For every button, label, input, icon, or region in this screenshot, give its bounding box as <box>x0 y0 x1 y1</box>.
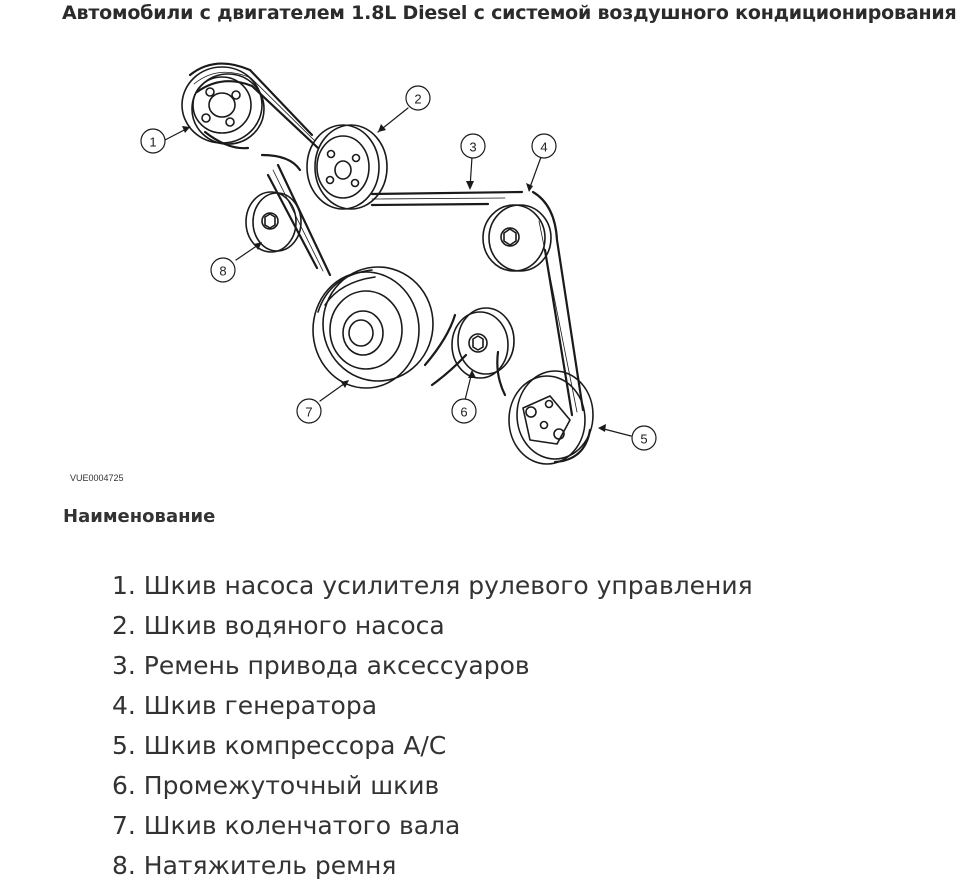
alternator-pulley <box>483 205 551 271</box>
parts-list <box>112 566 753 886</box>
water-pump-pulley <box>307 125 387 209</box>
callout-8: 8 <box>219 263 227 279</box>
list-item: 7. Шкив коленчатого вала <box>112 811 461 840</box>
list-item: 8. Натяжитель ремня <box>112 851 397 880</box>
crankshaft-pulley <box>313 267 433 388</box>
list-item: 5. Шкив компрессора A/C <box>112 731 447 760</box>
callout-1: 1 <box>149 134 157 150</box>
callout-3: 3 <box>469 139 477 155</box>
power-steering-pump-pulley <box>182 67 264 144</box>
callout-2: 2 <box>414 91 422 107</box>
list-item: 1. Шкив насоса усилителя рулевого управления <box>112 571 753 600</box>
callout-6: 6 <box>460 404 468 420</box>
figure-code: VUE0004725 <box>70 473 124 483</box>
page-title: Автомобили с двигателем 1.8L Diesel с системой воздушного кондиционирования <box>62 2 957 24</box>
callout-7: 7 <box>305 404 313 420</box>
list-item: 4. Шкив генератора <box>112 691 378 720</box>
list-item: 2. Шкив водяного насоса <box>112 611 445 640</box>
callout-4: 4 <box>540 139 548 155</box>
list-item: 6. Промежуточный шкив <box>112 771 440 800</box>
section-heading: Наименование <box>63 506 216 527</box>
accessory-drive-belt <box>190 64 590 462</box>
callout-5: 5 <box>640 431 648 447</box>
idler-pulley <box>452 308 514 378</box>
list-item: 3. Ремень привода аксессуаров <box>112 651 530 680</box>
